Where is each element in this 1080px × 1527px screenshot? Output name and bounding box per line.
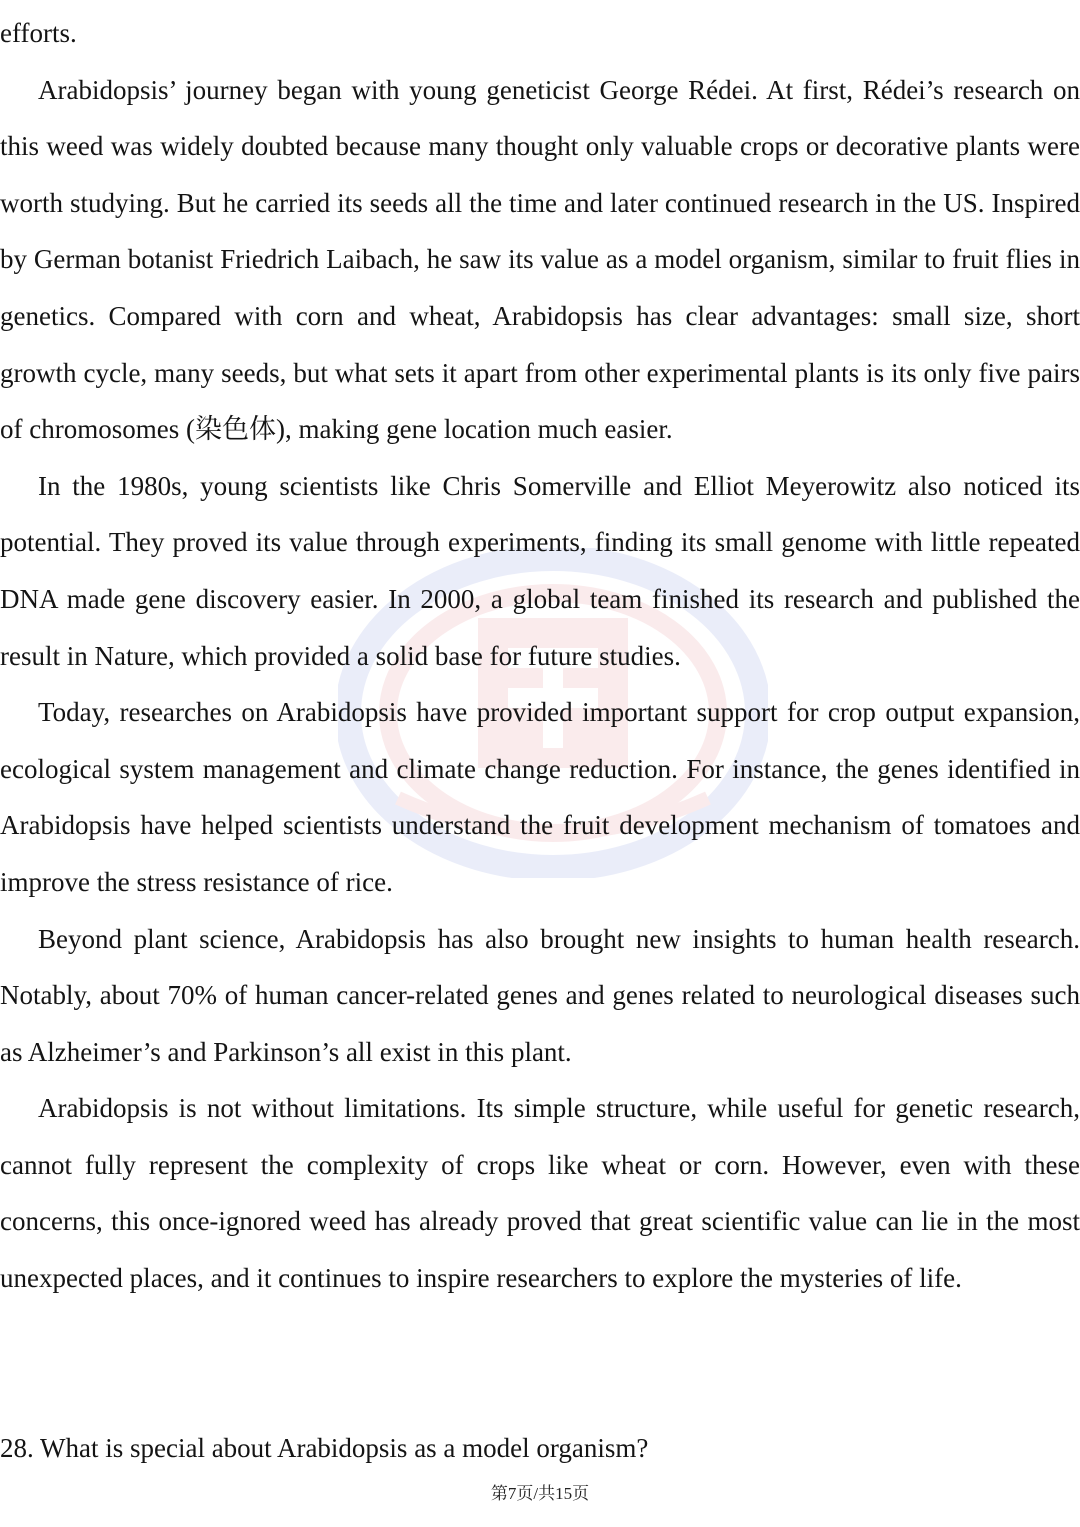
paragraph-human-health: Beyond plant science, Arabidopsis has also brought new insights to human health research. Notably, about 70% of human cancer-related genes and genes related to neurological diseases such as Alzheimer’s and Parkinson’s all exist in this plant. [0,923,1080,1067]
paragraph-today: Today, researches on Arabidopsis have provided important support for crop output expansion, ecological system management and climate change reduction. For instance, the genes identified in Arabidopsis have helped scientists understand the fruit development mechanism of tomatoes and improve the stress resistance of rice. [0,697,1080,897]
article-body [0,5,1080,1307]
paragraph-redei: Arabidopsis’ journey began with young geneticist George Rédei. At first, Rédei’s research on this weed was widely doubted because many thought only valuable crops or decorative plants were worth studying. But he carried its seeds all the time and later continued research in the US. Inspired by German botanist Friedrich Laibach, he saw its value as a model organism, similar to fruit flies in genetics. Compared with corn and wheat, Arabidopsis has clear advantages: small size, short growth cycle, many seeds, but what sets it apart from other experimental plants is its only five pairs of chromosomes (染色体), making gene location much easier. [0,74,1080,445]
paragraph-efforts-tail: efforts. [0,18,77,48]
page-number-footer: 第7页/共15页 [490,1484,590,1503]
paragraph-limitations: Arabidopsis is not without limitations. Its simple structure, while useful for genetic research, cannot fully represent the complexity of crops like wheat or corn. However, even with these concerns, this once-ignored weed has already proved that great scientific value can lie in the most unexpected places, and it continues to inspire researchers to explore the mysteries of life. [0,1093,1080,1294]
question-28: 28. What is special about Arabidopsis as a model organism? [0,1433,649,1463]
paragraph-1980s: In the 1980s, young scientists like Chris Somerville and Elliot Meyerowitz also noticed its potential. They proved its value through experiments, finding its small genome with little repeated DNA made gene discovery easier. In 2000, a global team finished its research and published the result in Nature, which provided a solid base for future studies. [0,470,1080,671]
